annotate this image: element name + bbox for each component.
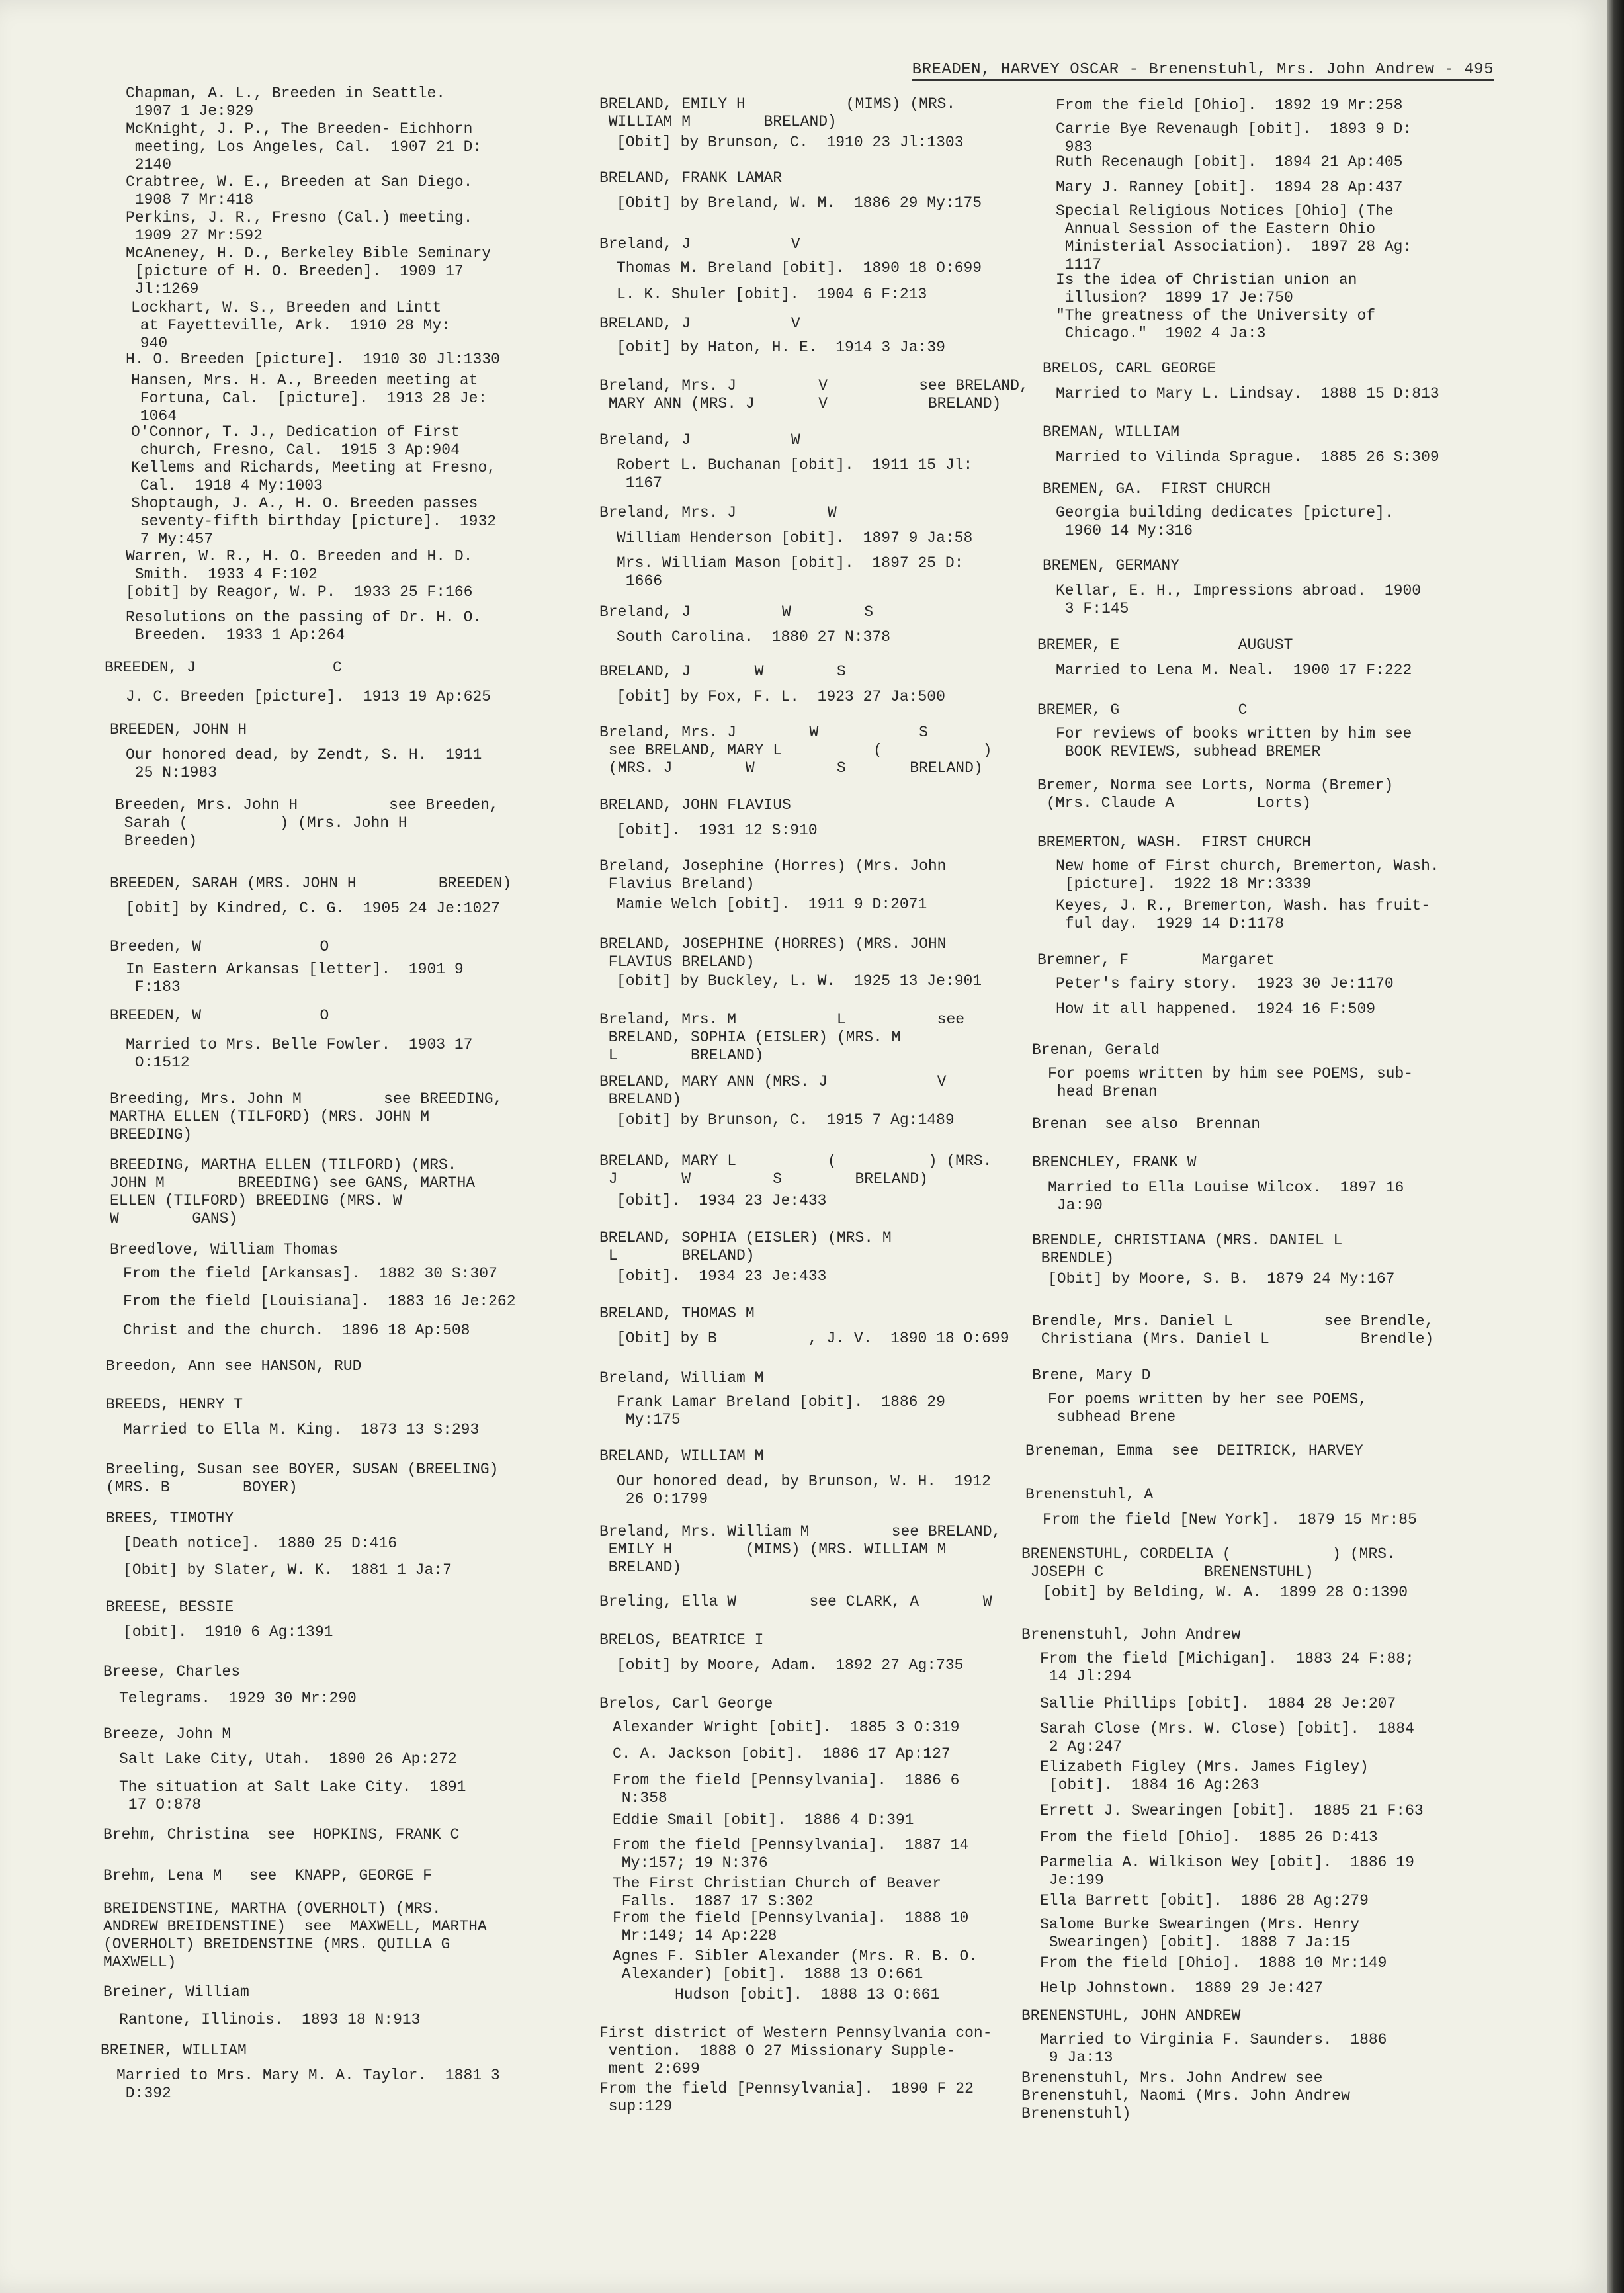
index-entry: Our honored dead, by Brunson, W. H. 1912 26 O:1799 <box>617 1473 991 1508</box>
index-entry: Breland, Mrs. M L see BRELAND, SOPHIA (EISLER) (MRS. M L BRELAND) <box>599 1011 965 1064</box>
index-entry: How it all happened. 1924 16 F:509 <box>1056 1000 1376 1017</box>
index-entry: Telegrams. 1929 30 Mr:290 <box>119 1690 357 1707</box>
index-entry: Married to Ella Louise Wilcox. 1897 16 Ja:90 <box>1048 1179 1404 1214</box>
index-entry: "The greatness of the University of Chicago." 1902 4 Ja:3 <box>1056 307 1376 342</box>
index-entry: Hansen, Mrs. H. A., Breeden meeting at Fortuna, Cal. [picture]. 1913 28 Je: 1064 <box>131 372 488 425</box>
index-entry: Breiner, William <box>103 1983 249 2001</box>
index-entry: [obit]. 1931 12 S:910 <box>617 822 818 839</box>
index-entry: BREMERTON, WASH. FIRST CHURCH <box>1037 834 1312 851</box>
index-entry: BREMER, E AUGUST <box>1037 636 1293 654</box>
index-entry: Is the idea of Christian union an illusion? 1899 17 Je:750 <box>1056 271 1357 306</box>
index-entry: From the field [Pennsylvania]. 1888 10 Mr:149; 14 Ap:228 <box>613 1909 969 1944</box>
index-entry: BREEDEN, W O <box>110 1007 329 1024</box>
index-entry: BRELAND, JOHN FLAVIUS <box>599 797 791 814</box>
index-entry: Sallie Phillips [obit]. 1884 28 Je:207 <box>1040 1695 1396 1712</box>
index-entry: For reviews of books written by him see BOOK REVIEWS, subhead BREMER <box>1056 725 1412 760</box>
index-entry: BRELAND, WILLIAM M <box>599 1448 764 1465</box>
index-entry: Breland, J W <box>599 431 800 449</box>
index-entry: Warren, W. R., H. O. Breeden and H. D. Smith. 1933 4 F:102 <box>126 548 473 583</box>
index-column-3 <box>1005 0 1502 2293</box>
index-entry: [obit] by Moore, Adam. 1892 27 Ag:735 <box>617 1657 964 1674</box>
index-entry: Brelos, Carl George <box>599 1695 773 1712</box>
index-entry: Mamie Welch [obit]. 1911 9 D:2071 <box>617 896 927 913</box>
index-entry: [Death notice]. 1880 25 D:416 <box>123 1535 398 1552</box>
index-entry: Married to Vilinda Sprague. 1885 26 S:309 <box>1056 449 1439 466</box>
index-entry: From the field [Pennsylvania]. 1886 6 N:358 <box>613 1772 960 1807</box>
index-entry: Brenenstuhl, Mrs. John Andrew see Brenenstuhl, Naomi (Mrs. John Andrew Brenenstuhl) <box>1021 2069 1350 2122</box>
index-entry: BREMER, G C <box>1037 701 1248 718</box>
index-entry: [obit] by Fox, F. L. 1923 27 Ja:500 <box>617 688 945 705</box>
index-entry: Ruth Recenaugh [obit]. 1894 21 Ap:405 <box>1056 153 1403 171</box>
index-entry: [Obit] by Slater, W. K. 1881 1 Ja:7 <box>123 1561 452 1579</box>
index-entry: Sarah Close (Mrs. W. Close) [obit]. 1884 2 Ag:247 <box>1040 1720 1414 1755</box>
index-entry: Brendle, Mrs. Daniel L see Brendle, Christiana (Mrs. Daniel L Brendle) <box>1032 1313 1434 1348</box>
index-entry: Robert L. Buchanan [obit]. 1911 15 Jl: 1167 <box>617 456 973 492</box>
index-entry: Breland, Mrs. J W <box>599 504 837 521</box>
index-entry: BREEDEN, JOHN H <box>110 721 247 738</box>
index-entry: McAneney, H. D., Berkeley Bible Seminary [picture of H. O. Breeden]. 1909 17 Jl:1269 <box>126 245 491 298</box>
index-entry: Breland, J V <box>599 236 800 253</box>
index-entry: Bremer, Norma see Lorts, Norma (Bremer) (Mrs. Claude A Lorts) <box>1037 777 1394 812</box>
index-entry: McKnight, J. P., The Breeden- Eichhorn meeting, Los Angeles, Cal. 1907 21 D: 2140 <box>126 120 482 173</box>
index-entry: From the field [Ohio]. 1888 10 Mr:149 <box>1040 1954 1387 1971</box>
index-entry: [obit] by Brunson, C. 1915 7 Ag:1489 <box>617 1111 955 1129</box>
index-entry: BRELAND, THOMAS M <box>599 1305 755 1322</box>
index-entry: From the field [Michigan]. 1883 24 F:88; 14 Jl:294 <box>1040 1650 1414 1685</box>
index-entry: [obit]. 1934 23 Je:433 <box>617 1192 827 1209</box>
index-entry: BRENENSTUHL, CORDELIA ( ) (MRS. JOSEPH C BRENENSTUHL) <box>1021 1545 1396 1580</box>
index-entry: Breeden, W O <box>110 938 329 955</box>
index-entry: BRELAND, J W S <box>599 663 846 680</box>
index-entry: [Obit] by Brunson, C. 1910 23 Jl:1303 <box>617 134 964 151</box>
index-entry: New home of First church, Bremerton, Wash. [picture]. 1922 18 Mr:3339 <box>1056 857 1439 892</box>
index-entry: BRENENSTUHL, JOHN ANDREW <box>1021 2007 1241 2024</box>
index-entry: BRELOS, BEATRICE I <box>599 1631 764 1649</box>
index-entry: Breedlove, William Thomas <box>110 1241 339 1258</box>
index-entry: Georgia building dedicates [picture]. 1960 14 My:316 <box>1056 504 1394 539</box>
index-entry: H. O. Breeden [picture]. 1910 30 Jl:1330 <box>126 351 500 368</box>
index-entry: BRELAND, MARY ANN (MRS. J V BRELAND) <box>599 1073 947 1108</box>
index-entry: For poems written by him see POEMS, sub- head Brenan <box>1048 1065 1414 1100</box>
index-entry: Peter's fairy story. 1923 30 Je:1170 <box>1056 975 1394 992</box>
index-entry: BREMEN, GERMANY <box>1043 557 1180 574</box>
index-entry: [Obit] by Breland, W. M. 1886 29 My:175 <box>617 195 982 212</box>
index-entry: BRELAND, FRANK LAMAR <box>599 169 783 187</box>
index-entry: Perkins, J. R., Fresno (Cal.) meeting. 1909 27 Mr:592 <box>126 209 473 244</box>
index-entry: Salome Burke Swearingen (Mrs. Henry Swearingen) [obit]. 1888 7 Ja:15 <box>1040 1916 1360 1951</box>
index-entry: Christ and the church. 1896 18 Ap:508 <box>123 1322 470 1339</box>
index-entry: For poems written by her see POEMS, subhead Brene <box>1048 1391 1368 1426</box>
index-entry: BREMEN, GA. FIRST CHURCH <box>1043 480 1271 498</box>
index-entry: BRELAND, EMILY H (MIMS) (MRS. WILLIAM M BRELAND) <box>599 95 956 130</box>
index-entry: The situation at Salt Lake City. 1891 17 O:878 <box>119 1778 466 1813</box>
index-entry: Crabtree, W. E., Breeden at San Diego. 1908 7 Mr:418 <box>126 173 473 208</box>
index-entry: Breland, Mrs. J V see BRELAND, MARY ANN (MRS. J V BRELAND) <box>599 377 1029 412</box>
index-entry: Carrie Bye Revenaugh [obit]. 1893 9 D: 983 <box>1056 120 1412 155</box>
index-entry: BREINER, WILLIAM <box>101 2042 247 2059</box>
index-entry: BREEDEN, J C <box>105 659 342 676</box>
index-entry: Brene, Mary D <box>1032 1367 1151 1384</box>
index-entry: Brehm, Lena M see KNAPP, GEORGE F <box>103 1867 432 1884</box>
index-entry: Married to Mrs. Mary M. A. Taylor. 1881 3 D:392 <box>116 2067 500 2102</box>
index-entry: Married to Lena M. Neal. 1900 17 F:222 <box>1056 662 1412 679</box>
index-entry: O'Connor, T. J., Dedication of First church, Fresno, Cal. 1915 3 Ap:904 <box>131 423 460 458</box>
index-entry: Chapman, A. L., Breeden in Seattle. 1907 1 Je:929 <box>126 85 446 120</box>
index-entry: From the field [Arkansas]. 1882 30 S:307 <box>123 1265 497 1282</box>
index-entry: Lockhart, W. S., Breeden and Lintt at Fayetteville, Ark. 1910 28 My: 940 <box>131 299 451 352</box>
index-entry: Brenan, Gerald <box>1032 1041 1160 1059</box>
index-entry: Kellar, E. H., Impressions abroad. 1900 3 F:145 <box>1056 582 1422 617</box>
index-entry: Married to Ella M. King. 1873 13 S:293 <box>123 1421 480 1438</box>
index-entry: Brehm, Christina see HOPKINS, FRANK C <box>103 1826 460 1843</box>
index-entry: Breland, Mrs. J W S see BRELAND, MARY L ( ) (MRS. J W S BRELAND) <box>599 724 992 777</box>
index-entry: [obit] by Buckley, L. W. 1925 13 Je:901 <box>617 973 982 990</box>
index-entry: [obit] by Reagor, W. P. 1933 25 F:166 <box>126 584 473 601</box>
index-entry: BRELAND, MARY L ( ) (MRS. J W S BRELAND) <box>599 1152 992 1188</box>
index-entry: BRENCHLEY, FRANK W <box>1032 1154 1197 1171</box>
index-entry: Mary J. Ranney [obit]. 1894 28 Ap:437 <box>1056 179 1403 196</box>
index-column-2 <box>576 0 1052 2293</box>
page-header: BREADEN, HARVEY OSCAR - Brenenstuhl, Mrs. John Andrew - 495 <box>912 61 1494 81</box>
index-entry: Breedon, Ann see HANSON, RUD <box>106 1358 362 1375</box>
index-entry: BRELAND, J V <box>599 315 800 332</box>
index-entry: First district of Western Pennsylvania con- vention. 1888 O 27 Missionary Supple- ment 2:699 <box>599 2024 992 2077</box>
index-entry: From the field [Ohio]. 1892 19 Mr:258 <box>1056 97 1403 114</box>
index-entry: BREMAN, WILLIAM <box>1043 423 1180 441</box>
index-entry: [Obit] by B , J. V. 1890 18 O:699 <box>617 1330 1009 1347</box>
index-entry: Resolutions on the passing of Dr. H. O. Breeden. 1933 1 Ap:264 <box>126 609 482 644</box>
index-entry: Breeding, Mrs. John M see BREEDING, MARTHA ELLEN (TILFORD) (MRS. JOHN M BREEDING) <box>110 1090 503 1143</box>
index-entry: From the field [Pennsylvania]. 1887 14 My:157; 19 N:376 <box>613 1837 969 1872</box>
index-entry: Bremner, F Margaret <box>1037 951 1275 969</box>
index-entry: BREEDS, HENRY T <box>106 1396 243 1413</box>
index-entry: BRELAND, SOPHIA (EISLER) (MRS. M L BRELAND) <box>599 1229 892 1264</box>
index-entry: Breland, William M <box>599 1369 764 1387</box>
index-entry: BREIDENSTINE, MARTHA (OVERHOLT) (MRS. ANDREW BREIDENSTINE) see MAXWELL, MARTHA (OVERHOLT) BREIDENSTINE (MRS. QUILLA G MAXWELL) <box>103 1900 487 1971</box>
index-entry: BREEDEN, SARAH (MRS. JOHN H BREEDEN) <box>110 875 512 892</box>
index-entry: Breneman, Emma see DEITRICK, HARVEY <box>1025 1442 1363 1459</box>
index-entry: BREESE, BESSIE <box>106 1598 234 1616</box>
index-entry: BRELOS, CARL GEORGE <box>1043 360 1217 377</box>
index-entry: Alexander Wright [obit]. 1885 3 O:319 <box>613 1719 960 1736</box>
index-entry: Married to Mary L. Lindsay. 1888 15 D:813 <box>1056 385 1439 402</box>
index-entry: BREES, TIMOTHY <box>106 1510 234 1527</box>
index-entry: Breland, Mrs. William M see BRELAND, EMILY H (MIMS) (MRS. WILLIAM M BRELAND) <box>599 1523 1002 1576</box>
index-entry: In Eastern Arkansas [letter]. 1901 9 F:183 <box>126 961 464 996</box>
index-entry: Special Religious Notices [Ohio] (The Annual Session of the Eastern Ohio Ministerial Association). 1897 28 Ag: 1117 <box>1056 202 1412 273</box>
index-entry: Brenenstuhl, John Andrew <box>1021 1626 1241 1643</box>
index-entry: South Carolina. 1880 27 N:378 <box>617 628 891 646</box>
index-entry: C. A. Jackson [obit]. 1886 17 Ap:127 <box>613 1745 951 1762</box>
index-entry: Mrs. William Mason [obit]. 1897 25 D: 1666 <box>617 554 964 589</box>
index-entry: J. C. Breeden [picture]. 1913 19 Ap:625 <box>126 688 491 705</box>
index-entry: From the field [Louisiana]. 1883 16 Je:262 <box>123 1293 516 1310</box>
index-entry: William Henderson [obit]. 1897 9 Ja:58 <box>617 529 973 546</box>
page-edge-shadow <box>1607 0 1624 2293</box>
index-entry: Breeling, Susan see BOYER, SUSAN (BREELING) (MRS. B BOYER) <box>106 1461 499 1496</box>
index-entry: Ella Barrett [obit]. 1886 28 Ag:279 <box>1040 1892 1369 1909</box>
index-entry: BREEDING, MARTHA ELLEN (TILFORD) (MRS. JOHN M BREEDING) see GANS, MARTHA ELLEN (TILFORD) BREEDING (MRS. W W GANS) <box>110 1156 476 1227</box>
index-entry: Parmelia A. Wilkison Wey [obit]. 1886 19 Je:199 <box>1040 1854 1414 1889</box>
index-entry: The First Christian Church of Beaver Falls. 1887 17 S:302 <box>613 1875 941 1910</box>
index-entry: Married to Virginia F. Saunders. 1886 9 Ja:13 <box>1040 2031 1387 2066</box>
index-entry: Errett J. Swearingen [obit]. 1885 21 F:63 <box>1040 1802 1424 1819</box>
index-entry: Eddie Smail [obit]. 1886 4 D:391 <box>613 1811 914 1829</box>
index-entry: [obit] by Belding, W. A. 1899 28 O:1390 <box>1043 1584 1408 1601</box>
index-entry: Breese, Charles <box>103 1663 241 1680</box>
index-entry: Brenan see also Brennan <box>1032 1115 1261 1133</box>
index-entry: Hudson [obit]. 1888 13 O:661 <box>675 1986 940 2003</box>
index-entry: Frank Lamar Breland [obit]. 1886 29 My:175 <box>617 1393 945 1428</box>
index-entry: Elizabeth Figley (Mrs. James Figley) [obit]. 1884 16 Ag:263 <box>1040 1758 1369 1794</box>
index-entry: Salt Lake City, Utah. 1890 26 Ap:272 <box>119 1751 457 1768</box>
index-entry: [obit] by Haton, H. E. 1914 3 Ja:39 <box>617 339 945 356</box>
index-entry: From the field [Pennsylvania]. 1890 F 22 sup:129 <box>599 2080 974 2115</box>
index-entry: Shoptaugh, J. A., H. O. Breeden passes seventy-fifth birthday [picture]. 1932 7 My:457 <box>131 495 497 548</box>
index-entry: [obit]. 1910 6 Ag:1391 <box>123 1623 333 1641</box>
index-entry: Keyes, J. R., Bremerton, Wash. has fruit- ful day. 1929 14 D:1178 <box>1056 897 1430 932</box>
index-entry: Breeden, Mrs. John H see Breeden, Sarah ( ) (Mrs. John H Breeden) <box>115 797 499 849</box>
index-entry: BRENDLE, CHRISTIANA (MRS. DANIEL L BRENDLE) <box>1032 1232 1343 1267</box>
index-entry: [obit]. 1934 23 Je:433 <box>617 1268 827 1285</box>
index-entry: [obit] by Kindred, C. G. 1905 24 Je:1027 <box>126 900 500 917</box>
index-entry: Brenenstuhl, A <box>1025 1486 1154 1503</box>
index-entry: Help Johnstown. 1889 29 Je:427 <box>1040 1979 1323 1997</box>
index-entry: Kellems and Richards, Meeting at Fresno, Cal. 1918 4 My:1003 <box>131 459 497 494</box>
index-entry: Rantone, Illinois. 1893 18 N:913 <box>119 2011 421 2028</box>
index-column-1 <box>0 0 562 2293</box>
index-entry: Breeze, John M <box>103 1725 232 1743</box>
index-entry: Agnes F. Sibler Alexander (Mrs. R. B. O. Alexander) [obit]. 1888 13 O:661 <box>613 1948 978 1983</box>
index-entry: Breling, Ella W see CLARK, A W <box>599 1593 992 1610</box>
index-entry: Married to Mrs. Belle Fowler. 1903 17 O:1512 <box>126 1036 473 1071</box>
index-entry: BRELAND, JOSEPHINE (HORRES) (MRS. JOHN FLAVIUS BRELAND) <box>599 935 947 971</box>
index-entry: From the field [New York]. 1879 15 Mr:85 <box>1043 1511 1417 1528</box>
index-entry: Breland, J W S <box>599 603 874 621</box>
index-entry: Our honored dead, by Zendt, S. H. 1911 25 N:1983 <box>126 746 482 781</box>
index-entry: L. K. Shuler [obit]. 1904 6 F:213 <box>617 286 927 303</box>
index-entry: Thomas M. Breland [obit]. 1890 18 O:699 <box>617 259 982 277</box>
index-entry: [Obit] by Moore, S. B. 1879 24 My:167 <box>1048 1270 1395 1287</box>
index-entry: Breland, Josephine (Horres) (Mrs. John Flavius Breland) <box>599 857 947 892</box>
index-entry: From the field [Ohio]. 1885 26 D:413 <box>1040 1829 1378 1846</box>
